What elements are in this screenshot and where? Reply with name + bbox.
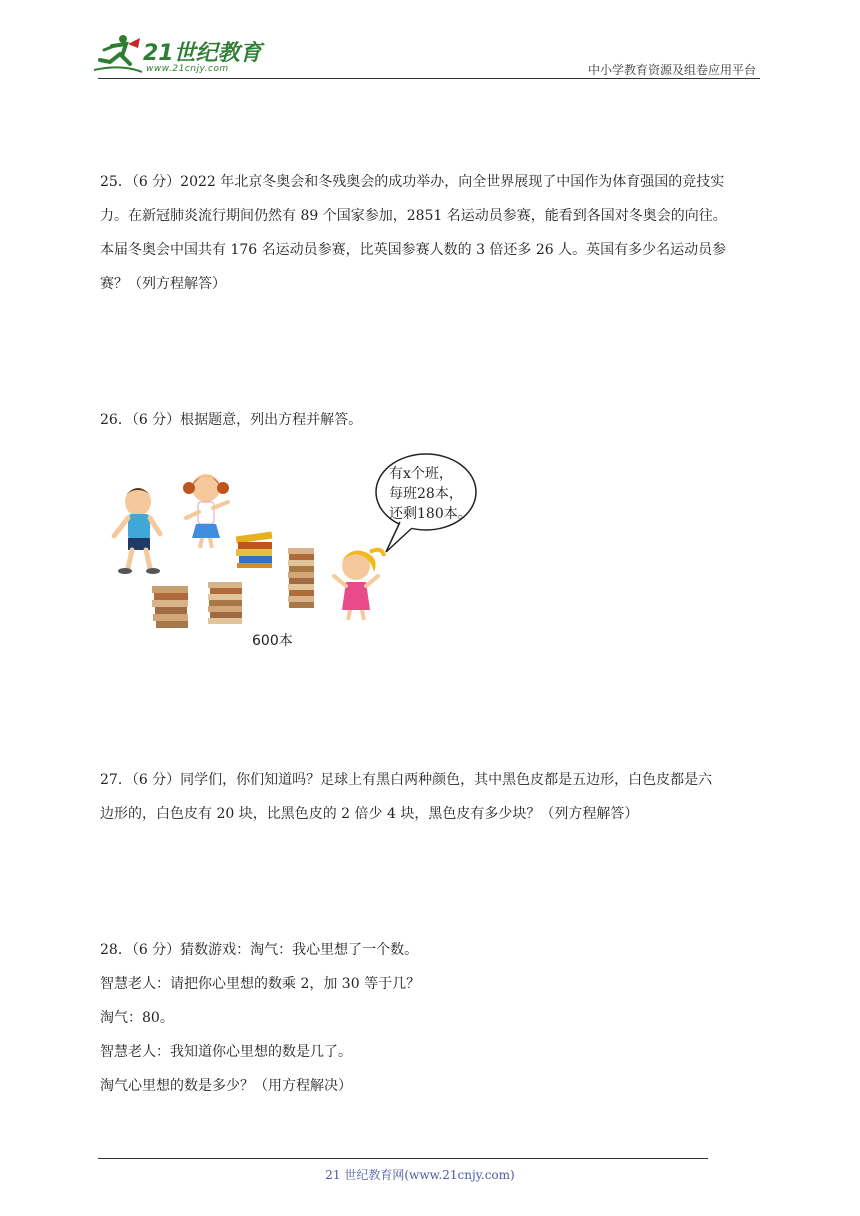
bubble-line: 还剩180本。 xyxy=(389,506,472,522)
book-stack-icon xyxy=(288,548,314,608)
footer-text: 21 世纪教育网(www.21cnjy.com) xyxy=(325,1168,515,1182)
question-25 xyxy=(100,165,768,301)
book-stack-icon xyxy=(152,586,188,628)
page-header xyxy=(0,0,860,90)
question-25-line: 力。在新冠肺炎流行期间仍然有 89 个国家参加，2851 名运动员参赛，能看到各国对冬奥会的向往。 xyxy=(100,208,727,224)
question-26-illustration xyxy=(100,452,500,662)
question-28-line: 智慧老人：请把你心里想的数乘 2，加 30 等于几？ xyxy=(100,976,421,992)
logo-url: www.21cnjy.com xyxy=(146,64,229,74)
boy-figure-icon xyxy=(114,488,160,574)
speech-bubble xyxy=(376,454,476,552)
question-26-line: 26．（6 分）根据题意，列出方程并解答。 xyxy=(100,412,363,428)
question-27-line: 边形的，白色皮有 20 块，比黑色皮的 2 倍少 4 块，黑色皮有多少块？（列方程解答） xyxy=(100,806,639,822)
question-28 xyxy=(100,933,768,1103)
platform-name: 中小学教育资源及组卷应用平台 xyxy=(587,63,756,77)
logo-text: 21世纪教育 xyxy=(143,41,262,66)
girl-speaker-figure-icon xyxy=(334,550,384,620)
footer-divider xyxy=(98,1158,708,1159)
question-25-line: 25．（6 分）2022 年北京冬奥会和冬残奥会的成功举办，向全世界展现了中国作为体育强国的竞技实 xyxy=(100,174,725,190)
girl-figure-icon xyxy=(183,474,229,548)
question-27 xyxy=(100,763,768,831)
books-total-label: 600本 xyxy=(252,633,293,649)
question-25-line: 赛？（列方程解答） xyxy=(100,276,226,292)
question-28-line: 淘气：80。 xyxy=(100,1010,174,1026)
bubble-line: 每班28本， xyxy=(389,486,463,502)
question-28-line: 智慧老人：我知道你心里想的数是几了。 xyxy=(100,1044,352,1060)
question-28-line: 淘气心里想的数是多少？（用方程解决） xyxy=(100,1078,352,1094)
book-stack-icon xyxy=(208,582,242,624)
question-25-line: 本届冬奥会中国共有 176 名运动员参赛，比英国参赛人数的 3 倍还多 26 人。英国有多少名运动员参 xyxy=(100,242,727,258)
header-divider xyxy=(98,78,760,79)
book-stack-icon xyxy=(236,532,273,568)
question-26 xyxy=(100,403,768,437)
question-27-line: 27．（6 分）同学们，你们知道吗？足球上有黑白两种颜色，其中黑色皮都是五边形，白色皮都是六 xyxy=(100,772,713,788)
bubble-line: 有x个班， xyxy=(389,466,453,482)
question-28-line: 28．（6 分）猜数游戏：淘气：我心里想了一个数。 xyxy=(100,942,419,958)
